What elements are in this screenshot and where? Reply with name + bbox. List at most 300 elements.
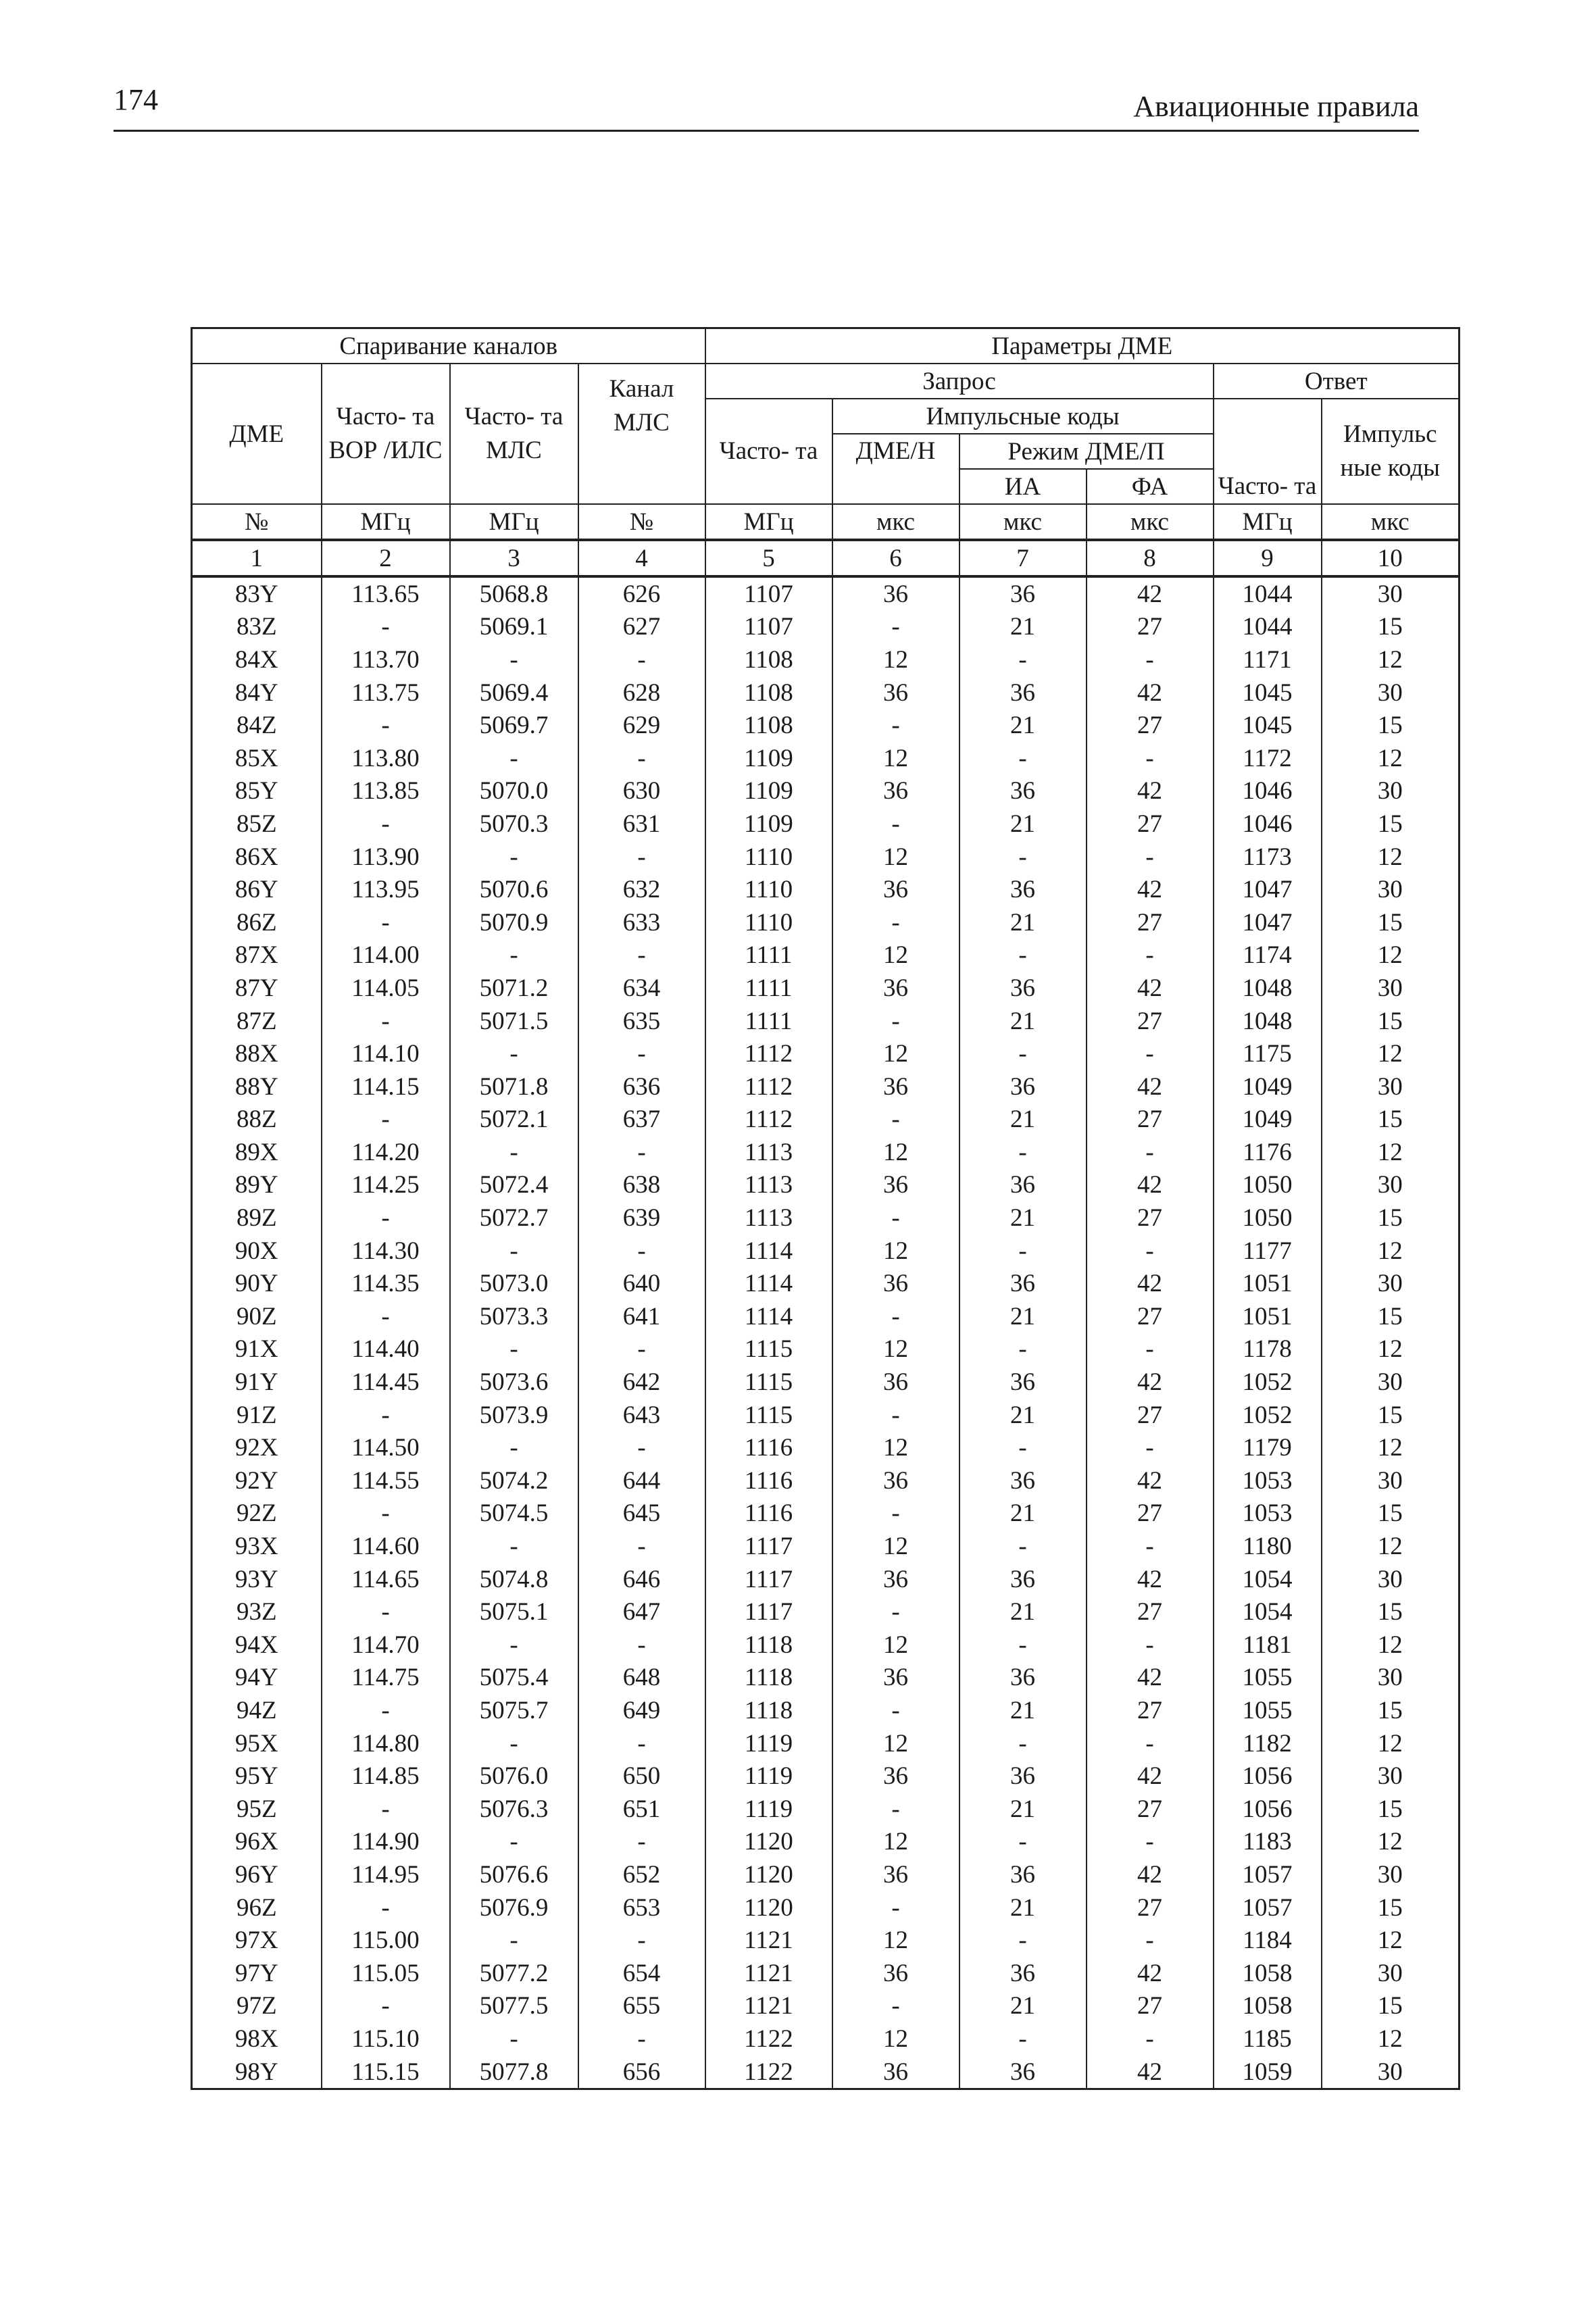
cell-vor-freq: 114.80 bbox=[322, 1727, 450, 1760]
cell-reply-pulse: 30 bbox=[1322, 576, 1460, 611]
table-row bbox=[192, 1662, 1460, 1695]
cell-mls-freq: 5073.0 bbox=[450, 1267, 578, 1300]
cell-int-freq: 1115 bbox=[705, 1399, 832, 1432]
cell-reply-pulse: 30 bbox=[1322, 873, 1460, 906]
cell-ia: - bbox=[959, 1037, 1087, 1070]
cell-fa: 42 bbox=[1087, 972, 1214, 1005]
cell-fa: 42 bbox=[1087, 1169, 1214, 1202]
cell-fa: 42 bbox=[1087, 1563, 1214, 1596]
cell-mls-freq: 5077.5 bbox=[450, 1990, 578, 2023]
cell-reply-pulse: 15 bbox=[1322, 1595, 1460, 1628]
cell-dme: 88Y bbox=[192, 1070, 322, 1103]
cell-fa: 27 bbox=[1087, 1399, 1214, 1432]
cell-mls-channel: 650 bbox=[578, 1760, 705, 1793]
cell-ia: 21 bbox=[959, 1595, 1087, 1628]
cell-int-freq: 1119 bbox=[705, 1760, 832, 1793]
cell-vor-freq: 114.30 bbox=[322, 1235, 450, 1268]
cell-mls-channel: 628 bbox=[578, 676, 705, 710]
cell-reply-pulse: 15 bbox=[1322, 807, 1460, 841]
cell-mls-channel: 635 bbox=[578, 1005, 705, 1038]
cell-ia: 36 bbox=[959, 1760, 1087, 1793]
cell-mls-channel: 637 bbox=[578, 1103, 705, 1137]
cell-reply-pulse: 12 bbox=[1322, 1727, 1460, 1760]
cell-mls-channel: 640 bbox=[578, 1267, 705, 1300]
cell-dme-n: 36 bbox=[832, 775, 959, 808]
table-row bbox=[192, 1694, 1460, 1727]
cell-reply-freq: 1051 bbox=[1214, 1267, 1322, 1300]
cell-vor-freq: 113.75 bbox=[322, 676, 450, 710]
cell-reply-freq: 1178 bbox=[1214, 1333, 1322, 1366]
page-number: 174 bbox=[114, 83, 158, 116]
cell-fa: 42 bbox=[1087, 676, 1214, 710]
cell-mls-channel: 641 bbox=[578, 1300, 705, 1333]
cell-ia: 36 bbox=[959, 2056, 1087, 2089]
cell-int-freq: 1112 bbox=[705, 1070, 832, 1103]
cell-fa: 42 bbox=[1087, 1366, 1214, 1399]
cell-dme-n: - bbox=[832, 1497, 959, 1530]
table-row bbox=[192, 939, 1460, 972]
cell-reply-freq: 1181 bbox=[1214, 1628, 1322, 1662]
cell-dme: 85Z bbox=[192, 807, 322, 841]
cell-ia: 21 bbox=[959, 1694, 1087, 1727]
table-row bbox=[192, 1235, 1460, 1268]
cell-dme-n: 36 bbox=[832, 1957, 959, 1990]
cell-ia: 36 bbox=[959, 1267, 1087, 1300]
cell-mls-channel: 642 bbox=[578, 1366, 705, 1399]
cell-mls-freq: 5077.8 bbox=[450, 2056, 578, 2089]
unit-dme: № bbox=[192, 504, 322, 540]
cell-ia: 21 bbox=[959, 1399, 1087, 1432]
cell-reply-pulse: 12 bbox=[1322, 742, 1460, 775]
column-number-int-freq: 5 bbox=[705, 540, 832, 576]
cell-vor-freq: 114.00 bbox=[322, 939, 450, 972]
cell-dme: 93X bbox=[192, 1530, 322, 1563]
cell-mls-channel: 645 bbox=[578, 1497, 705, 1530]
group-pulse-codes: Импульсные коды bbox=[832, 399, 1214, 434]
table-row bbox=[192, 1136, 1460, 1169]
cell-int-freq: 1110 bbox=[705, 906, 832, 939]
cell-fa: 27 bbox=[1087, 709, 1214, 742]
cell-mls-freq: 5069.4 bbox=[450, 676, 578, 710]
cell-mls-channel: - bbox=[578, 1628, 705, 1662]
cell-vor-freq: - bbox=[322, 1005, 450, 1038]
cell-reply-pulse: 15 bbox=[1322, 906, 1460, 939]
cell-fa: 27 bbox=[1087, 1103, 1214, 1137]
cell-reply-freq: 1051 bbox=[1214, 1300, 1322, 1333]
cell-mls-freq: - bbox=[450, 2022, 578, 2056]
cell-reply-freq: 1049 bbox=[1214, 1103, 1322, 1137]
cell-vor-freq: 114.75 bbox=[322, 1662, 450, 1695]
cell-reply-pulse: 12 bbox=[1322, 1628, 1460, 1662]
col-mls-channel: Канал МЛС bbox=[578, 364, 705, 504]
cell-reply-pulse: 15 bbox=[1322, 1694, 1460, 1727]
cell-fa: 42 bbox=[1087, 1267, 1214, 1300]
cell-mls-channel: - bbox=[578, 2022, 705, 2056]
cell-dme: 96Y bbox=[192, 1858, 322, 1891]
cell-reply-pulse: 30 bbox=[1322, 1957, 1460, 1990]
cell-mls-channel: - bbox=[578, 742, 705, 775]
cell-vor-freq: - bbox=[322, 1891, 450, 1924]
cell-reply-freq: 1055 bbox=[1214, 1662, 1322, 1695]
cell-vor-freq: 115.00 bbox=[322, 1924, 450, 1957]
cell-dme: 95Z bbox=[192, 1793, 322, 1826]
cell-dme: 89X bbox=[192, 1136, 322, 1169]
cell-int-freq: 1110 bbox=[705, 873, 832, 906]
cell-int-freq: 1121 bbox=[705, 1924, 832, 1957]
cell-reply-freq: 1175 bbox=[1214, 1037, 1322, 1070]
table-row bbox=[192, 576, 1460, 611]
cell-reply-freq: 1184 bbox=[1214, 1924, 1322, 1957]
cell-vor-freq: 114.95 bbox=[322, 1858, 450, 1891]
cell-ia: 21 bbox=[959, 1005, 1087, 1038]
cell-reply-freq: 1047 bbox=[1214, 906, 1322, 939]
table-row bbox=[192, 972, 1460, 1005]
cell-int-freq: 1121 bbox=[705, 1990, 832, 2023]
unit-fa: мкс bbox=[1087, 504, 1214, 540]
cell-dme-n: 36 bbox=[832, 1169, 959, 1202]
cell-reply-freq: 1173 bbox=[1214, 841, 1322, 874]
cell-ia: 21 bbox=[959, 1497, 1087, 1530]
table-row bbox=[192, 1366, 1460, 1399]
cell-reply-pulse: 30 bbox=[1322, 775, 1460, 808]
cell-fa: 27 bbox=[1087, 1990, 1214, 2023]
group-interrogation: Запрос bbox=[705, 364, 1214, 399]
cell-reply-freq: 1056 bbox=[1214, 1760, 1322, 1793]
cell-mls-freq: 5072.7 bbox=[450, 1201, 578, 1235]
cell-int-freq: 1115 bbox=[705, 1366, 832, 1399]
cell-reply-freq: 1050 bbox=[1214, 1201, 1322, 1235]
cell-mls-channel: 652 bbox=[578, 1858, 705, 1891]
table-row bbox=[192, 1300, 1460, 1333]
cell-int-freq: 1111 bbox=[705, 1005, 832, 1038]
cell-int-freq: 1116 bbox=[705, 1464, 832, 1497]
cell-vor-freq: 114.20 bbox=[322, 1136, 450, 1169]
cell-int-freq: 1112 bbox=[705, 1103, 832, 1137]
cell-mls-freq: - bbox=[450, 1235, 578, 1268]
cell-ia: 36 bbox=[959, 1464, 1087, 1497]
cell-dme: 90Z bbox=[192, 1300, 322, 1333]
cell-dme-n: 36 bbox=[832, 1464, 959, 1497]
cell-mls-freq: 5073.9 bbox=[450, 1399, 578, 1432]
col-dme: ДМЕ bbox=[192, 364, 322, 504]
cell-mls-channel: 629 bbox=[578, 709, 705, 742]
cell-int-freq: 1114 bbox=[705, 1267, 832, 1300]
cell-int-freq: 1115 bbox=[705, 1333, 832, 1366]
cell-reply-pulse: 12 bbox=[1322, 939, 1460, 972]
cell-dme-n: 36 bbox=[832, 1366, 959, 1399]
cell-ia: 36 bbox=[959, 576, 1087, 611]
cell-vor-freq: 114.65 bbox=[322, 1563, 450, 1596]
cell-dme: 84Y bbox=[192, 676, 322, 710]
cell-reply-freq: 1183 bbox=[1214, 1826, 1322, 1859]
cell-int-freq: 1114 bbox=[705, 1235, 832, 1268]
cell-vor-freq: 115.15 bbox=[322, 2056, 450, 2089]
cell-mls-channel: 630 bbox=[578, 775, 705, 808]
cell-int-freq: 1120 bbox=[705, 1891, 832, 1924]
cell-dme: 89Z bbox=[192, 1201, 322, 1235]
cell-vor-freq: 115.05 bbox=[322, 1957, 450, 1990]
cell-dme-n: - bbox=[832, 807, 959, 841]
table-row bbox=[192, 611, 1460, 644]
cell-int-freq: 1107 bbox=[705, 576, 832, 611]
col-reply-frequency: Часто- та bbox=[1214, 399, 1322, 504]
cell-reply-pulse: 12 bbox=[1322, 1530, 1460, 1563]
cell-mls-freq: - bbox=[450, 1628, 578, 1662]
cell-mls-freq: - bbox=[450, 1037, 578, 1070]
table-row bbox=[192, 1267, 1460, 1300]
cell-mls-freq: 5070.3 bbox=[450, 807, 578, 841]
cell-mls-channel: - bbox=[578, 841, 705, 874]
cell-mls-freq: - bbox=[450, 1136, 578, 1169]
cell-int-freq: 1108 bbox=[705, 676, 832, 710]
cell-fa: 27 bbox=[1087, 1595, 1214, 1628]
cell-mls-freq: 5068.8 bbox=[450, 576, 578, 611]
cell-reply-pulse: 30 bbox=[1322, 1662, 1460, 1695]
cell-ia: 21 bbox=[959, 1990, 1087, 2023]
cell-mls-freq: 5074.8 bbox=[450, 1563, 578, 1596]
column-number-mls-channel: 4 bbox=[578, 540, 705, 576]
cell-vor-freq: 114.55 bbox=[322, 1464, 450, 1497]
table-row bbox=[192, 1333, 1460, 1366]
table-row bbox=[192, 643, 1460, 676]
cell-mls-channel: 647 bbox=[578, 1595, 705, 1628]
cell-ia: - bbox=[959, 742, 1087, 775]
cell-int-freq: 1113 bbox=[705, 1201, 832, 1235]
cell-mls-freq: 5071.5 bbox=[450, 1005, 578, 1038]
column-number-dme: 1 bbox=[192, 540, 322, 576]
cell-mls-freq: - bbox=[450, 939, 578, 972]
dme-channel-table bbox=[191, 327, 1460, 2090]
group-reply: Ответ bbox=[1214, 364, 1460, 399]
cell-ia: 21 bbox=[959, 1891, 1087, 1924]
cell-mls-freq: 5070.6 bbox=[450, 873, 578, 906]
cell-int-freq: 1119 bbox=[705, 1793, 832, 1826]
cell-vor-freq: 114.35 bbox=[322, 1267, 450, 1300]
cell-mls-freq: 5076.9 bbox=[450, 1891, 578, 1924]
cell-dme: 98X bbox=[192, 2022, 322, 2056]
cell-reply-freq: 1046 bbox=[1214, 775, 1322, 808]
cell-reply-freq: 1054 bbox=[1214, 1563, 1322, 1596]
cell-reply-freq: 1057 bbox=[1214, 1858, 1322, 1891]
cell-dme-n: - bbox=[832, 1005, 959, 1038]
cell-dme: 92X bbox=[192, 1431, 322, 1464]
table-row bbox=[192, 742, 1460, 775]
cell-fa: 27 bbox=[1087, 1300, 1214, 1333]
cell-dme-n: 36 bbox=[832, 1662, 959, 1695]
column-number-reply-freq: 9 bbox=[1214, 540, 1322, 576]
cell-reply-freq: 1058 bbox=[1214, 1957, 1322, 1990]
cell-vor-freq: 113.95 bbox=[322, 873, 450, 906]
cell-mls-freq: 5075.7 bbox=[450, 1694, 578, 1727]
cell-dme: 85X bbox=[192, 742, 322, 775]
cell-mls-freq: 5074.5 bbox=[450, 1497, 578, 1530]
table-row bbox=[192, 1595, 1460, 1628]
cell-ia: 36 bbox=[959, 1070, 1087, 1103]
cell-reply-pulse: 12 bbox=[1322, 1431, 1460, 1464]
cell-vor-freq: 114.90 bbox=[322, 1826, 450, 1859]
cell-reply-freq: 1059 bbox=[1214, 2056, 1322, 2089]
cell-ia: 36 bbox=[959, 1858, 1087, 1891]
table-row bbox=[192, 1103, 1460, 1137]
cell-dme-n: 12 bbox=[832, 1924, 959, 1957]
cell-ia: 36 bbox=[959, 1366, 1087, 1399]
cell-dme: 97Y bbox=[192, 1957, 322, 1990]
cell-int-freq: 1108 bbox=[705, 643, 832, 676]
cell-dme: 86Y bbox=[192, 873, 322, 906]
cell-reply-freq: 1053 bbox=[1214, 1497, 1322, 1530]
cell-dme: 91Z bbox=[192, 1399, 322, 1432]
cell-vor-freq: - bbox=[322, 1103, 450, 1137]
cell-vor-freq: - bbox=[322, 709, 450, 742]
unit-reply-pulse: мкс bbox=[1322, 504, 1460, 540]
cell-int-freq: 1118 bbox=[705, 1662, 832, 1695]
cell-dme-n: 12 bbox=[832, 1727, 959, 1760]
cell-dme-n: - bbox=[832, 1891, 959, 1924]
cell-mls-freq: 5070.9 bbox=[450, 906, 578, 939]
cell-mls-channel: - bbox=[578, 1431, 705, 1464]
cell-dme: 88X bbox=[192, 1037, 322, 1070]
cell-vor-freq: 114.40 bbox=[322, 1333, 450, 1366]
cell-reply-pulse: 30 bbox=[1322, 1760, 1460, 1793]
cell-ia: - bbox=[959, 1235, 1087, 1268]
cell-mls-freq: 5074.2 bbox=[450, 1464, 578, 1497]
cell-dme-n: 12 bbox=[832, 1037, 959, 1070]
cell-mls-freq: 5071.2 bbox=[450, 972, 578, 1005]
cell-ia: 21 bbox=[959, 1300, 1087, 1333]
cell-mls-freq: - bbox=[450, 742, 578, 775]
cell-ia: - bbox=[959, 1530, 1087, 1563]
cell-reply-pulse: 15 bbox=[1322, 709, 1460, 742]
cell-mls-freq: 5072.1 bbox=[450, 1103, 578, 1137]
cell-reply-pulse: 30 bbox=[1322, 2056, 1460, 2089]
cell-fa: 27 bbox=[1087, 906, 1214, 939]
table-row bbox=[192, 1793, 1460, 1826]
cell-fa: 42 bbox=[1087, 1858, 1214, 1891]
cell-ia: - bbox=[959, 841, 1087, 874]
cell-mls-channel: 626 bbox=[578, 576, 705, 611]
cell-dme-n: 12 bbox=[832, 841, 959, 874]
cell-int-freq: 1119 bbox=[705, 1727, 832, 1760]
cell-ia: 36 bbox=[959, 676, 1087, 710]
cell-dme: 88Z bbox=[192, 1103, 322, 1137]
cell-mls-channel: - bbox=[578, 1727, 705, 1760]
cell-reply-pulse: 12 bbox=[1322, 2022, 1460, 2056]
cell-dme-n: - bbox=[832, 611, 959, 644]
cell-ia: 36 bbox=[959, 1662, 1087, 1695]
cell-fa: 42 bbox=[1087, 1662, 1214, 1695]
cell-ia: 36 bbox=[959, 1957, 1087, 1990]
cell-reply-freq: 1180 bbox=[1214, 1530, 1322, 1563]
cell-ia: 36 bbox=[959, 775, 1087, 808]
cell-fa: 27 bbox=[1087, 1497, 1214, 1530]
unit-dme-n: мкс bbox=[832, 504, 959, 540]
cell-dme-n: 12 bbox=[832, 1628, 959, 1662]
cell-mls-channel: - bbox=[578, 1530, 705, 1563]
cell-ia: - bbox=[959, 1628, 1087, 1662]
cell-mls-channel: 651 bbox=[578, 1793, 705, 1826]
cell-mls-channel: 646 bbox=[578, 1563, 705, 1596]
column-number-vor-freq: 2 bbox=[322, 540, 450, 576]
cell-reply-pulse: 15 bbox=[1322, 1005, 1460, 1038]
cell-dme: 91X bbox=[192, 1333, 322, 1366]
cell-mls-channel: 655 bbox=[578, 1990, 705, 2023]
cell-dme-n: 36 bbox=[832, 1267, 959, 1300]
cell-dme: 94Y bbox=[192, 1662, 322, 1695]
col-dme-n: ДМЕ/Н bbox=[832, 434, 959, 504]
cell-dme: 96Z bbox=[192, 1891, 322, 1924]
cell-reply-pulse: 12 bbox=[1322, 1826, 1460, 1859]
cell-reply-pulse: 15 bbox=[1322, 1103, 1460, 1137]
cell-reply-pulse: 12 bbox=[1322, 1333, 1460, 1366]
cell-vor-freq: 114.50 bbox=[322, 1431, 450, 1464]
cell-fa: - bbox=[1087, 1924, 1214, 1957]
cell-mls-channel: 653 bbox=[578, 1891, 705, 1924]
table-row bbox=[192, 1201, 1460, 1235]
cell-dme: 89Y bbox=[192, 1169, 322, 1202]
cell-dme: 94Z bbox=[192, 1694, 322, 1727]
cell-reply-freq: 1052 bbox=[1214, 1366, 1322, 1399]
cell-dme: 94X bbox=[192, 1628, 322, 1662]
cell-dme-n: 36 bbox=[832, 576, 959, 611]
cell-dme: 91Y bbox=[192, 1366, 322, 1399]
cell-dme: 95X bbox=[192, 1727, 322, 1760]
cell-reply-freq: 1050 bbox=[1214, 1169, 1322, 1202]
cell-vor-freq: - bbox=[322, 1595, 450, 1628]
cell-reply-freq: 1058 bbox=[1214, 1990, 1322, 2023]
cell-ia: 21 bbox=[959, 1793, 1087, 1826]
cell-dme-n: - bbox=[832, 906, 959, 939]
cell-int-freq: 1122 bbox=[705, 2022, 832, 2056]
cell-reply-pulse: 12 bbox=[1322, 1924, 1460, 1957]
cell-reply-pulse: 15 bbox=[1322, 1399, 1460, 1432]
cell-reply-pulse: 30 bbox=[1322, 1366, 1460, 1399]
cell-reply-pulse: 15 bbox=[1322, 1300, 1460, 1333]
unit-mls-freq: МГц bbox=[450, 504, 578, 540]
cell-mls-channel: - bbox=[578, 643, 705, 676]
cell-vor-freq: - bbox=[322, 1793, 450, 1826]
column-number-reply-pulse: 10 bbox=[1322, 540, 1460, 576]
cell-dme-n: - bbox=[832, 1990, 959, 2023]
cell-fa: - bbox=[1087, 2022, 1214, 2056]
unit-ia: мкс bbox=[959, 504, 1087, 540]
cell-reply-freq: 1177 bbox=[1214, 1235, 1322, 1268]
cell-int-freq: 1120 bbox=[705, 1826, 832, 1859]
cell-mls-channel: 631 bbox=[578, 807, 705, 841]
cell-int-freq: 1109 bbox=[705, 775, 832, 808]
cell-ia: - bbox=[959, 1136, 1087, 1169]
cell-reply-pulse: 30 bbox=[1322, 676, 1460, 710]
cell-fa: - bbox=[1087, 742, 1214, 775]
table-row bbox=[192, 1037, 1460, 1070]
cell-reply-freq: 1171 bbox=[1214, 643, 1322, 676]
cell-mls-freq: 5077.2 bbox=[450, 1957, 578, 1990]
col-vor-ils-frequency: Часто- та ВОР /ИЛС bbox=[322, 364, 450, 504]
cell-fa: 27 bbox=[1087, 1005, 1214, 1038]
col-fa: ФА bbox=[1087, 469, 1214, 504]
cell-mls-channel: - bbox=[578, 1037, 705, 1070]
table-row bbox=[192, 709, 1460, 742]
table-row bbox=[192, 1399, 1460, 1432]
cell-fa: - bbox=[1087, 1136, 1214, 1169]
table-body bbox=[192, 576, 1460, 2089]
table-row bbox=[192, 1891, 1460, 1924]
group-dme-parameters: Параметры ДМЕ bbox=[705, 328, 1460, 364]
cell-dme-n: 12 bbox=[832, 742, 959, 775]
table-row bbox=[192, 1530, 1460, 1563]
cell-fa: 42 bbox=[1087, 1760, 1214, 1793]
cell-vor-freq: - bbox=[322, 1300, 450, 1333]
cell-vor-freq: 114.45 bbox=[322, 1366, 450, 1399]
